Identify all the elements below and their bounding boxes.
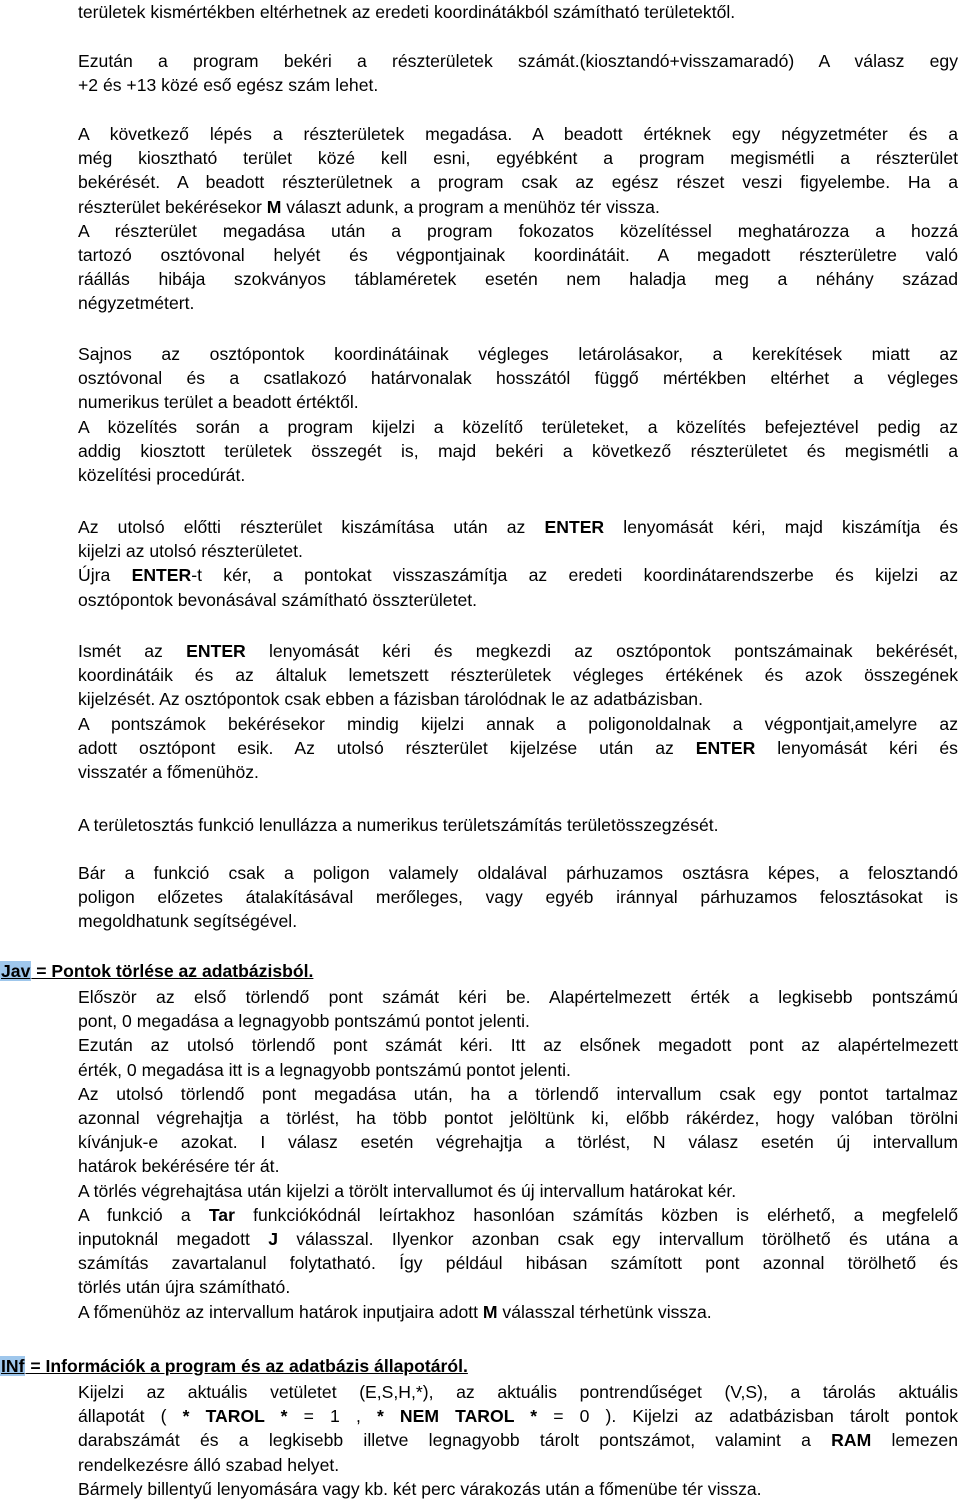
- text-run: -t kér, a pontokat visszaszámítja az eredeti koordinátarendszerbe és kijelzi az: [191, 565, 958, 586]
- text-line: azonnal végrehajtja a törlést, ha több pontot jelöltünk ki, előbb rákérdez, hogy valóban törölni: [78, 1108, 958, 1129]
- text-run: Az utolsó előtti részterület kiszámítása után az: [78, 517, 545, 537]
- text-line: Ezután az utolsó törlendő pont számát kéri. Itt az elsőnek megadott pont az alapértelmezett: [78, 1035, 958, 1056]
- text-line: koordinátáik és az általuk lemetszett részterületek végleges értékének és azok összegének: [78, 665, 958, 686]
- text-line: [78, 563, 958, 587]
- text-run: lenyomását kéri, majd kiszámítja és: [604, 517, 958, 537]
- text-line: határok bekérésére tér át.: [78, 1156, 280, 1177]
- text-line: kívánjuk-e azokat. I válasz esetén végrehajtja a törlést, N válasz esetén új intervallum: [78, 1132, 958, 1153]
- text-run: állapotát (: [78, 1406, 183, 1427]
- paragraph-area-deviation: [78, 0, 958, 24]
- text-line: Az utolsó törlendő pont megadása után, ha a törlendő intervallum csak egy pontot tartalmaz: [78, 1083, 958, 1104]
- key-enter: ENTER: [131, 565, 192, 586]
- text-run: részterület bekérésekor: [78, 196, 267, 217]
- text-line: poligon előzetes átalakításával merőleges, vagy egyéb iránnyal párhuzamos felosztásokat is: [78, 887, 958, 908]
- text-line: pont, 0 megadása a legnagyobb pontszámú pontot jelenti.: [78, 1011, 530, 1032]
- text-line: +2 és +13 közé eső egész szám lehet.: [78, 75, 379, 96]
- text-line: A törlés végrehajtása után kijelzi a törölt intervallumot és új intervallum határokat kér.: [78, 1180, 737, 1201]
- key-enter: ENTER: [186, 641, 246, 661]
- paragraph-parallel: [78, 861, 958, 934]
- key-enter: ENTER: [544, 517, 605, 537]
- text-line: érték, 0 megadása itt is a legnagyobb pontszámú pontot jelenti.: [78, 1059, 571, 1080]
- text-line: osztópontok bevonásával számítható összterületet.: [78, 589, 478, 610]
- text-line: Bár a funkció csak a poligon valamely oldalával párhuzamos osztásra képes, a felosztandó: [78, 863, 958, 883]
- text-line: [78, 736, 958, 760]
- text-line: [78, 1404, 958, 1428]
- text-run: választ adunk, a program a menühöz tér vissza.: [281, 196, 660, 217]
- key-m: M: [482, 1301, 498, 1322]
- paragraph-reset: [78, 813, 958, 837]
- function-code-jav: Jav: [1, 961, 31, 981]
- text-run: Ismét az: [78, 641, 187, 661]
- text-run: adott osztópont esik. Az utolsó részterület kijelzése után az: [78, 737, 696, 758]
- text-run: = 1 ,: [287, 1406, 377, 1427]
- text-line: A részterület megadása után a program fokozatos közelítéssel meghatározza a hozzá: [78, 220, 958, 241]
- text-line: A közelítés során a program kijelzi a közelítő területeket, a közelítés befejeztével pedig az: [78, 416, 958, 437]
- text-run: válasszal. Ilyenkor azonban csak egy intervallum törölhető és utána a: [278, 1229, 958, 1250]
- paragraph-last-subarea: [78, 515, 958, 612]
- key-m: M: [266, 196, 282, 217]
- text-line: [78, 1203, 958, 1227]
- text-run: lemezen: [871, 1430, 958, 1451]
- text-line: [78, 1227, 958, 1251]
- state-tarol: * TAROL *: [182, 1406, 288, 1427]
- text-run: lenyomását kéri és: [755, 737, 958, 758]
- text-line: Sajnos az osztópontok koordinátáinak végleges letárolásakor, a kerekítések miatt az: [78, 344, 958, 364]
- text-line: [78, 515, 958, 539]
- paragraph-rounding: [78, 342, 958, 487]
- function-code-tar: Tar: [208, 1204, 235, 1225]
- state-nem-tarol: * NEM TAROL *: [376, 1406, 538, 1427]
- text-run: válasszal térhetünk vissza.: [497, 1301, 712, 1322]
- text-line: Kijelzi az aktuális vetületet (E,S,H,*), az aktuális pontrendűséget (V,S), a tárolás aktuális: [78, 1382, 958, 1402]
- term-ram: RAM: [831, 1430, 872, 1451]
- text-line: [78, 1428, 958, 1452]
- text-line: számítás zavartalanul folytatható. Így például hibásan számított pont azonnal törölhető és: [78, 1253, 958, 1274]
- text-line: tartozó osztóvonal helyét és végpontjainak koordinátáit. A megadott részterületre való: [78, 245, 958, 266]
- section-body-inf: [78, 1380, 958, 1501]
- text-run: funkciókódnál leírtakhoz hasonlóan számítás közben is elérhető, a megfelelő: [234, 1204, 958, 1225]
- text-line: visszatér a főmenühöz.: [78, 762, 259, 783]
- text-line: törlés után újra számítható.: [78, 1277, 291, 1298]
- text-line: még kiosztható terület közé kell esni, egyébként a program megismétli a részterület: [78, 148, 958, 169]
- text-line: négyzetmétert.: [78, 293, 195, 314]
- text-line: addig kiosztott területek összegét is, majd bekéri a következő részterületet és megismétli a: [78, 440, 958, 461]
- text-run: inputoknál megadott: [78, 1229, 269, 1250]
- section-heading-text: = Pontok törlése az adatbázisból.: [31, 961, 314, 981]
- function-code-inf: INf: [1, 1356, 25, 1376]
- text-line: ráállás hibája szokványos táblaméretek esetén nem haladja meg a néhány század: [78, 269, 958, 290]
- paragraph-point-numbers: [78, 639, 958, 784]
- text-line: A pontszámok bekérésekor mindig kijelzi annak a poligonoldalnak a végpontjait,amelyre az: [78, 713, 958, 734]
- text-run: A funkció a: [78, 1204, 209, 1225]
- text-line: Először az első törlendő pont számát kéri be. Alapértelmezett érték a legkisebb pontszámú: [78, 987, 958, 1007]
- text-line: Bármely billentyű lenyomására vagy kb. két perc várakozás után a főmenübe tér vissza.: [78, 1478, 762, 1499]
- text-line: közelítési procedúrát.: [78, 465, 246, 486]
- section-heading-text: = Információk a program és az adatbázis állapotáról.: [25, 1356, 468, 1376]
- text-line: megoldhatunk segítségével.: [78, 911, 298, 932]
- text-line: numerikus terület a beadott értéktől.: [78, 392, 359, 413]
- paragraph-subarea-input: [78, 122, 958, 316]
- text-line: területek kismértékben eltérhetnek az eredeti koordinátákból számítható területektől.: [78, 2, 736, 22]
- text-line: osztóvonal és a csatlakozó határvonalak hosszától függő mértékben eltérhet a végleges: [78, 368, 958, 389]
- paragraph-subarea-count: [78, 49, 958, 97]
- text-line: A területosztás funkció lenullázza a numerikus területszámítás területösszegzését.: [78, 815, 719, 835]
- text-run: A főmenühöz az intervallum határok inputjaira adott: [78, 1301, 483, 1322]
- text-run: lenyomását kéri és megkezdi az osztópontok pontszámainak bekérését,: [245, 641, 958, 661]
- text-line: A következő lépés a részterületek megadása. A beadott értéknek egy négyzetméter és a: [78, 124, 958, 144]
- text-line: bekérését. A beadott részterületnek a program csak az egész részet veszi figyelembe. Ha a: [78, 172, 958, 193]
- text-line: Ezután a program bekéri a részterületek számát.(kiosztandó+visszamaradó) A válasz egy: [78, 51, 958, 71]
- key-j: J: [268, 1229, 278, 1250]
- section-body-jav: [78, 985, 958, 1324]
- text-run: = 0 ). Kijelzi az adatbázisban tárolt pontok: [537, 1406, 959, 1427]
- text-line: kijelzését. Az osztópontok csak ebben a fázisban tárolódnak le az adatbázisban.: [78, 689, 703, 710]
- text-run: darabszámát és a legkisebb illetve legnagyobb tárolt pontszámot, valamint a: [78, 1430, 832, 1451]
- text-run: Újra: [78, 565, 132, 586]
- key-enter: ENTER: [695, 737, 756, 758]
- text-line: [78, 1300, 958, 1324]
- text-line: [78, 639, 958, 663]
- text-line: [78, 195, 958, 219]
- section-heading-jav: [0, 959, 958, 983]
- section-heading-inf: [0, 1354, 958, 1378]
- text-line: rendelkezésre álló szabad helyet.: [78, 1454, 340, 1475]
- text-line: kijelzi az utolsó részterületet.: [78, 541, 303, 562]
